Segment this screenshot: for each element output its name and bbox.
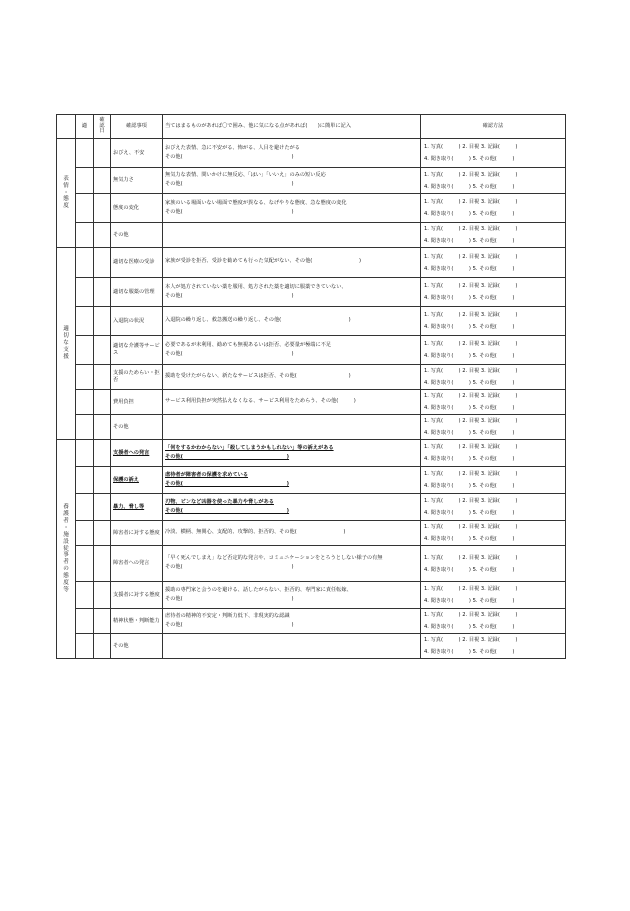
method-line-1: 1. 写真( ) 2. 目視 3. 記録( ): [424, 612, 518, 618]
checklist-row: [57, 365, 566, 390]
item-label: 暴力、脅し等: [111, 494, 163, 521]
description-cell[interactable]: [163, 390, 421, 415]
confirm-day-cell[interactable]: [94, 307, 111, 336]
item-label: 精神状態・判断能力: [111, 609, 163, 634]
confirm-day-cell[interactable]: [94, 365, 111, 390]
checklist-row: [57, 467, 566, 494]
confirm-day-cell[interactable]: [94, 248, 111, 278]
method-cell[interactable]: [421, 365, 566, 390]
description-other: その他( ): [165, 621, 294, 628]
description-other: その他( ): [165, 292, 294, 299]
item-label: 費用負担: [111, 390, 163, 415]
item-label: 入退院の状況: [111, 307, 163, 336]
applicable-cell[interactable]: [76, 582, 94, 609]
method-line-1: 1. 写真( ) 2. 目視 3. 記録( ): [424, 199, 518, 205]
description-other: その他( ): [165, 480, 290, 487]
method-line-1: 1. 写真( ) 2. 目視 3. 記録( ): [424, 171, 518, 178]
confirm-day-cell[interactable]: [94, 415, 111, 440]
method-cell[interactable]: [421, 521, 566, 546]
description-other: その他( ): [165, 153, 294, 160]
description-cell[interactable]: [163, 278, 421, 307]
description-cell[interactable]: [163, 546, 421, 582]
checklist-sheet: [56, 114, 565, 659]
applicable-cell[interactable]: [76, 440, 94, 467]
description-cell[interactable]: [163, 521, 421, 546]
method-cell[interactable]: [421, 390, 566, 415]
description-cell[interactable]: [163, 223, 421, 248]
method-cell[interactable]: [421, 336, 566, 365]
method-cell[interactable]: [421, 546, 566, 582]
method-line-1: 1. 写真( ) 2. 目視 3. 記録( ): [424, 554, 518, 561]
method-line-2: 4. 聞き取り( ) 5. その他( ): [424, 649, 515, 655]
description-text: おびえた表情、急に不安がる、怖がる、人目を避けたがる: [165, 144, 300, 151]
method-line-1: 1. 写真( ) 2. 目視 3. 記録( ): [424, 312, 518, 318]
confirm-day-cell[interactable]: [94, 467, 111, 494]
description-cell[interactable]: [163, 415, 421, 440]
description-other: その他( ): [165, 181, 294, 187]
item-label: 適切な医療の受診: [111, 248, 163, 278]
description-other: その他( ): [165, 507, 290, 514]
method-line-1: 1. 写真( ) 2. 目視 3. 記録( ): [424, 524, 518, 530]
method-line-1: 1. 写真( ) 2. 目視 3. 記録( ): [424, 498, 518, 504]
method-line-2: 4. 聞き取り( ) 5. その他( ): [424, 265, 515, 272]
method-cell[interactable]: [421, 248, 566, 278]
method-line-2: 4. 聞き取り( ) 5. その他( ): [424, 380, 515, 386]
method-cell[interactable]: [421, 440, 566, 467]
description-other: その他( ): [165, 208, 294, 215]
item-label: 支援のためらい・拒否: [111, 365, 163, 390]
description-cell[interactable]: [163, 609, 421, 634]
item-label: 障害者への発言: [111, 546, 163, 582]
group-label: 養 護 者 ・ 施 設 従 事 者 の 態 度 等: [57, 440, 76, 659]
checklist-row: [57, 139, 566, 168]
method-cell[interactable]: [421, 582, 566, 609]
confirm-day-cell[interactable]: [94, 168, 111, 194]
description-cell[interactable]: [163, 168, 421, 194]
method-line-2: 4. 聞き取り( ) 5. その他( ): [424, 598, 515, 604]
method-cell[interactable]: [421, 168, 566, 194]
method-line-2: 4. 聞き取り( ) 5. その他( ): [424, 156, 515, 162]
applicable-cell[interactable]: [76, 609, 94, 634]
applicable-cell[interactable]: [76, 223, 94, 248]
description-text: 援助を受けたがらない、新たなサービスは拒否、その他( ): [165, 372, 351, 379]
description-text: サービス利用負担が突然払えなくなる、サービス利用をためらう、その他( ): [165, 397, 356, 404]
item-label: その他: [111, 634, 163, 659]
confirm-day-cell[interactable]: [94, 223, 111, 248]
applicable-cell[interactable]: [76, 546, 94, 582]
group-header: [57, 115, 76, 139]
item-label: 支援者への発言: [111, 440, 163, 467]
applicable-cell[interactable]: [76, 494, 94, 521]
applicable-cell[interactable]: [76, 521, 94, 546]
method-cell[interactable]: [421, 194, 566, 223]
method-cell[interactable]: [421, 634, 566, 659]
checklist-row: [57, 168, 566, 194]
confirm-day-cell[interactable]: [94, 609, 111, 634]
confirm-day-cell[interactable]: [94, 139, 111, 168]
method-line-1: 1. 写真( ) 2. 目視 3. 記録( ): [424, 341, 518, 347]
item-label: 態度の変化: [111, 194, 163, 223]
description-text: 「何をするかわからない」「殺してしまうかもしれない」等の訴えがある: [165, 444, 334, 451]
checklist-row: [57, 634, 566, 659]
description-text: 本人が処方されていない薬を服用、処方された薬を適切に服薬できていない、: [165, 283, 347, 290]
checklist-row: [57, 521, 566, 546]
description-cell[interactable]: [163, 336, 421, 365]
confirm-day-cell[interactable]: [94, 546, 111, 582]
description-other: その他( ): [165, 453, 290, 460]
description-cell[interactable]: [163, 307, 421, 336]
method-header: 確認方法: [421, 115, 566, 139]
method-cell[interactable]: [421, 139, 566, 168]
description-cell[interactable]: [163, 634, 421, 659]
method-line-1: 1. 写真( ) 2. 目視 3. 記録( ): [424, 144, 518, 150]
method-line-2: 4. 聞き取り( ) 5. その他( ): [424, 183, 515, 190]
method-line-1: 1. 写真( ) 2. 目視 3. 記録( ): [424, 471, 518, 477]
description-text: 入退院の繰り返し、救急搬送の繰り返し、その他( ): [165, 316, 351, 323]
description-text: 家族のいる場面いない場面で態度が異なる、なげやりな態度、急な態度の変化: [165, 199, 347, 206]
item-label: おびえ、不安: [111, 139, 163, 168]
method-line-2: 4. 聞き取り( ) 5. その他( ): [424, 456, 515, 462]
description-text: 援助の専門家と会うのを避ける、話したがらない、拒否的、専門家に責任転嫁、: [165, 586, 352, 593]
checklist-row: [57, 440, 566, 467]
item-label: その他: [111, 223, 163, 248]
method-line-1: 1. 写真( ) 2. 目視 3. 記録( ): [424, 226, 518, 232]
applicable-cell[interactable]: [76, 390, 94, 415]
applicable-cell[interactable]: [76, 168, 94, 194]
applicable-cell[interactable]: [76, 278, 94, 307]
method-line-2: 4. 聞き取り( ) 5. その他( ): [424, 324, 515, 330]
method-line-1: 1. 写真( ) 2. 目視 3. 記録( ): [424, 444, 518, 450]
description-other: その他( ): [165, 350, 294, 357]
confirm-day-cell[interactable]: [94, 440, 111, 467]
item-label: 支援者に対する態度: [111, 582, 163, 609]
description-other: その他( ): [165, 564, 294, 570]
checklist-body: [57, 139, 566, 659]
applicable-cell[interactable]: [76, 307, 94, 336]
method-cell[interactable]: [421, 223, 566, 248]
checklist-table: [56, 114, 566, 659]
item-label: 適切な服薬の管理: [111, 278, 163, 307]
checklist-row: [57, 415, 566, 440]
applicable-cell[interactable]: [76, 467, 94, 494]
confirm-day-cell[interactable]: [94, 336, 111, 365]
applicable-cell[interactable]: [76, 365, 94, 390]
applicable-cell[interactable]: [76, 415, 94, 440]
applicable-cell[interactable]: [76, 248, 94, 278]
method-cell[interactable]: [421, 609, 566, 634]
confirm-day-cell[interactable]: [94, 494, 111, 521]
confirm-day-cell[interactable]: [94, 634, 111, 659]
method-line-2: 4. 聞き取り( ) 5. その他( ): [424, 483, 515, 489]
method-line-1: 1. 写真( ) 2. 目視 3. 記録( ): [424, 586, 518, 592]
method-line-2: 4. 聞き取り( ) 5. その他( ): [424, 295, 515, 301]
confirm-day-cell[interactable]: [94, 194, 111, 223]
item-label: 保護の訴え: [111, 467, 163, 494]
checklist-row: [57, 336, 566, 365]
checklist-row: [57, 546, 566, 582]
method-line-2: 4. 聞き取り( ) 5. その他( ): [424, 566, 515, 573]
method-line-2: 4. 聞き取り( ) 5. その他( ): [424, 536, 515, 542]
group-label: 表 情 ・ 態 度: [57, 139, 76, 248]
description-text: 冷淡、横柄、無関心、支配的、攻撃的、拒否的、その他( ): [165, 528, 346, 535]
checklist-row: [57, 223, 566, 248]
item-label: 障害者に対する態度: [111, 521, 163, 546]
description-cell[interactable]: [163, 139, 421, 168]
applicable-cell[interactable]: [76, 336, 94, 365]
applicable-header: 適: [76, 115, 94, 139]
description-cell[interactable]: [163, 582, 421, 609]
description-cell[interactable]: [163, 248, 421, 278]
checklist-row: [57, 248, 566, 278]
method-cell[interactable]: [421, 415, 566, 440]
method-line-1: 1. 写真( ) 2. 目視 3. 記録( ): [424, 393, 518, 399]
method-line-2: 4. 聞き取り( ) 5. その他( ): [424, 238, 515, 244]
confirm-day-cell[interactable]: [94, 521, 111, 546]
description-cell[interactable]: [163, 467, 421, 494]
method-line-1: 1. 写真( ) 2. 目視 3. 記録( ): [424, 253, 518, 260]
applicable-cell[interactable]: [76, 139, 94, 168]
description-text: 虐待者の精神的不安定・判断力低下、非現実的な認識: [165, 612, 290, 619]
method-cell[interactable]: [421, 494, 566, 521]
item-label: 適切な介護等サービス: [111, 336, 163, 365]
confirm-day-cell[interactable]: [94, 278, 111, 307]
method-line-1: 1. 写真( ) 2. 目視 3. 記録( ): [424, 283, 518, 289]
method-cell[interactable]: [421, 307, 566, 336]
item-header: 確認事項: [111, 115, 163, 139]
method-cell[interactable]: [421, 467, 566, 494]
confirm-day-cell[interactable]: [94, 582, 111, 609]
method-line-2: 4. 聞き取り( ) 5. その他( ): [424, 430, 515, 436]
method-line-1: 1. 写真( ) 2. 目視 3. 記録( ): [424, 368, 518, 374]
table-header: [57, 115, 566, 139]
description-other: その他( ): [165, 595, 294, 602]
description-cell[interactable]: [163, 365, 421, 390]
method-line-2: 4. 聞き取り( ) 5. その他( ): [424, 510, 515, 516]
description-text: 無気力な表情、問いかけに無反応、「はい」「いいえ」のみの短い反応: [165, 172, 326, 179]
description-cell[interactable]: [163, 494, 421, 521]
applicable-cell[interactable]: [76, 634, 94, 659]
confirm-day-header: 確 認 日: [94, 115, 111, 139]
item-label: その他: [111, 415, 163, 440]
description-text: 刃物、ビンなど凶器を使った暴力や脅しがある: [165, 498, 274, 505]
confirm-day-cell[interactable]: [94, 390, 111, 415]
checklist-row: [57, 390, 566, 415]
item-label: 無気力さ: [111, 168, 163, 194]
checklist-row: [57, 307, 566, 336]
method-line-2: 4. 聞き取り( ) 5. その他( ): [424, 624, 515, 630]
checklist-row: [57, 609, 566, 634]
checklist-row: [57, 582, 566, 609]
description-cell[interactable]: [163, 440, 421, 467]
checklist-row: [57, 194, 566, 223]
applicable-cell[interactable]: [76, 194, 94, 223]
description-text: 「早く死んでしまえ」など否定的な発言や、コミュニケーションをとろうとしない様子の有無: [165, 555, 383, 562]
method-line-1: 1. 写真( ) 2. 目視 3. 記録( ): [424, 418, 518, 424]
description-text: 必要であるが未利用、勧めても無視あるいは拒否、必要量が極端に不足: [165, 341, 332, 348]
method-line-2: 4. 聞き取り( ) 5. その他( ): [424, 211, 515, 217]
method-line-2: 4. 聞き取り( ) 5. その他( ): [424, 405, 515, 411]
description-header: 当てはまるものがあれば〇で囲み、他に気になる点があれば( )に簡単に記入: [163, 115, 421, 139]
method-cell[interactable]: [421, 278, 566, 307]
checklist-row: [57, 278, 566, 307]
description-text: 虐待者が障害者の保護を求めている: [165, 471, 249, 478]
description-cell[interactable]: [163, 194, 421, 223]
checklist-row: [57, 494, 566, 521]
method-line-1: 1. 写真( ) 2. 目視 3. 記録( ): [424, 637, 518, 643]
method-line-2: 4. 聞き取り( ) 5. その他( ): [424, 353, 515, 359]
description-text: 家族が受診を拒否、受診を勧めても行った気配がない、その他( ): [165, 258, 361, 265]
group-label: 適 切 な 支 援: [57, 248, 76, 440]
